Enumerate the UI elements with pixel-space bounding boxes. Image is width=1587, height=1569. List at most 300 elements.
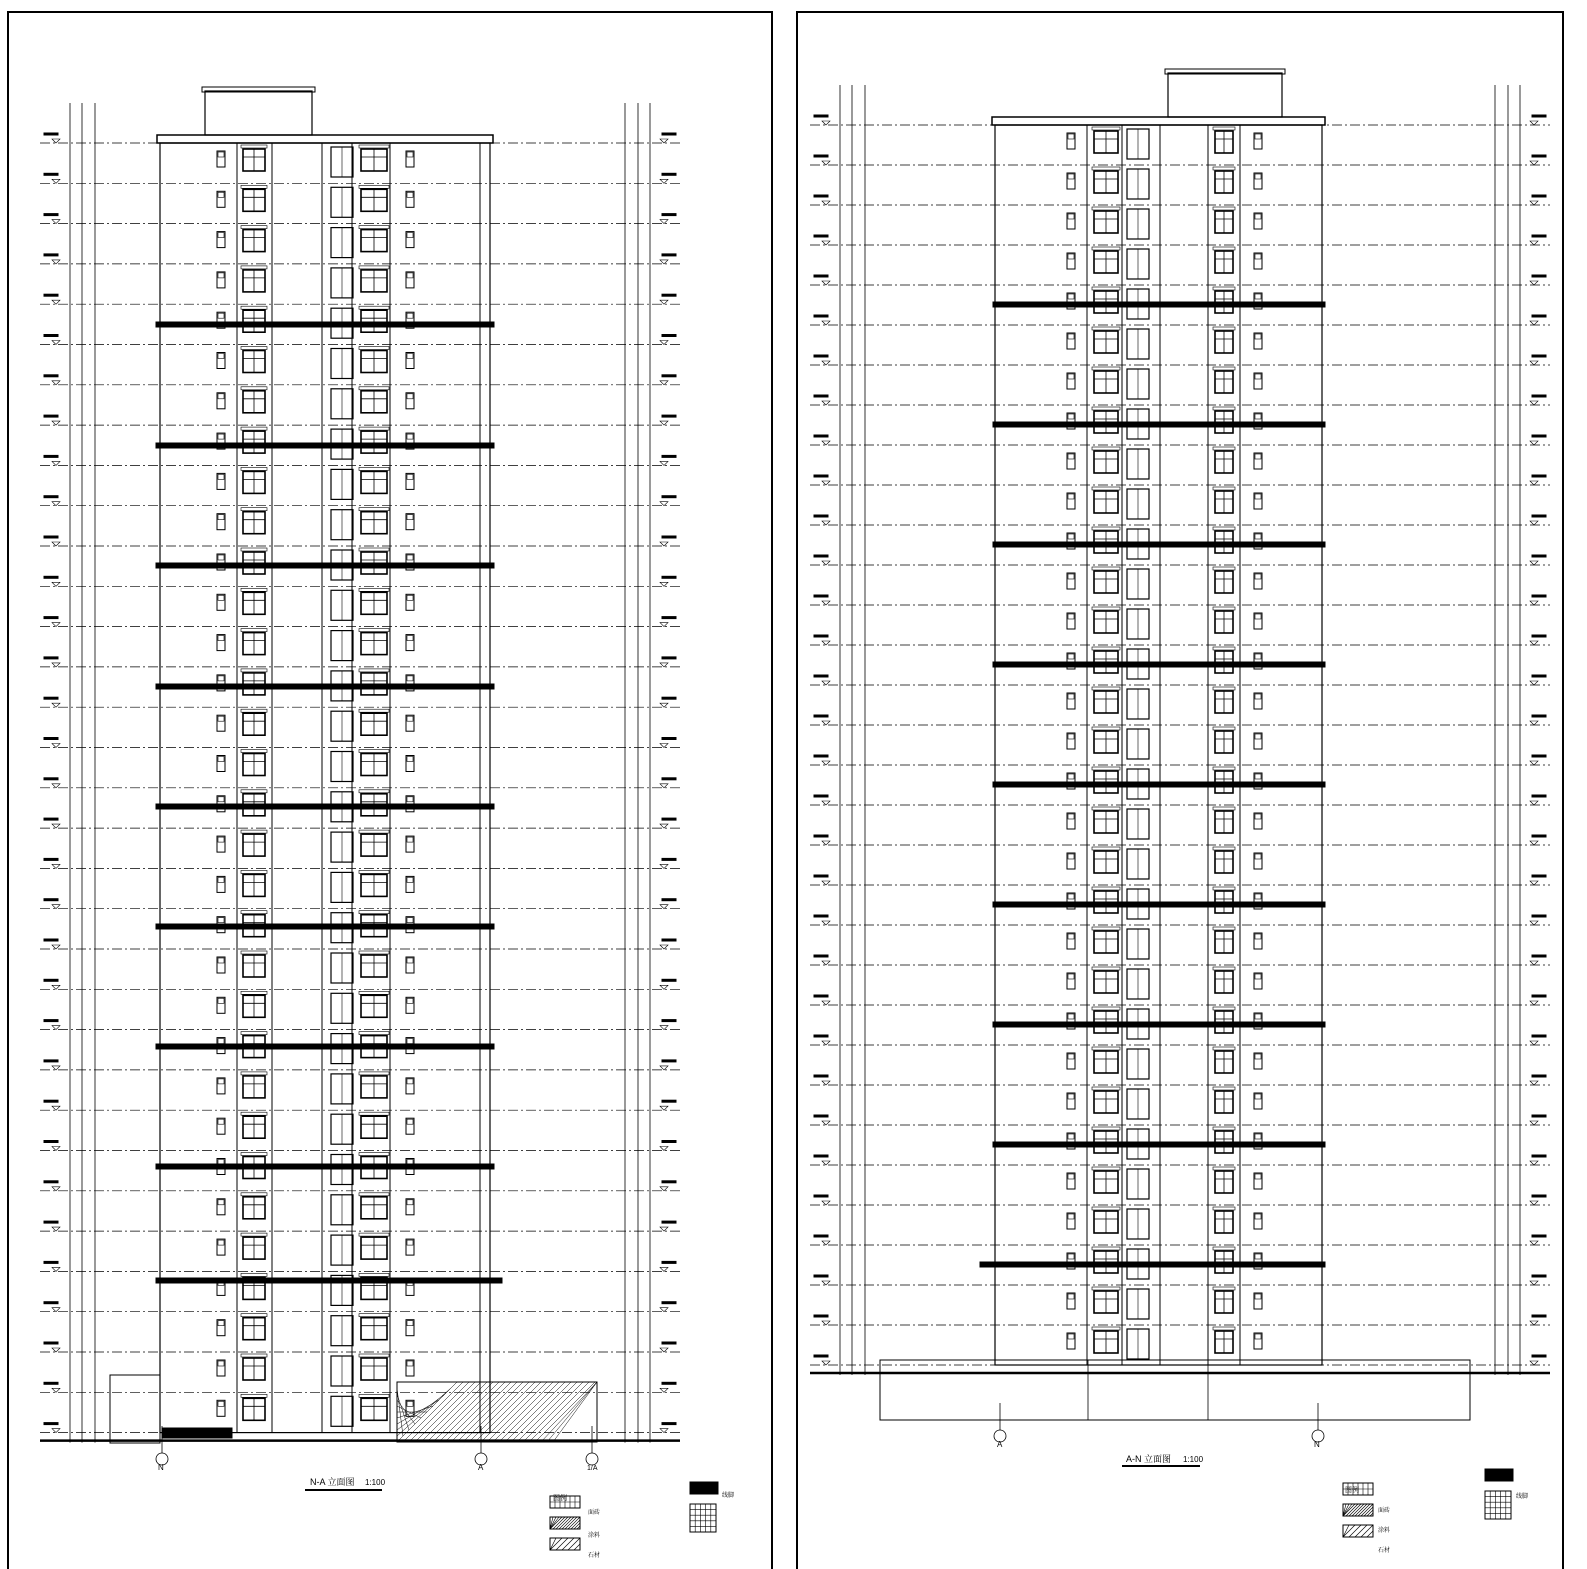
level-text-mark: [1532, 1155, 1546, 1157]
window-vent: [218, 354, 224, 359]
window-vent: [1068, 374, 1074, 379]
legend-hatch-line: [1343, 1525, 1355, 1537]
window-vent: [407, 1361, 413, 1366]
level-text-mark: [814, 1155, 828, 1157]
window-sill: [359, 1193, 389, 1196]
window-vent: [1255, 574, 1261, 579]
level-text-mark: [814, 635, 828, 637]
level-marker: [1530, 361, 1538, 365]
level-marker: [1530, 241, 1538, 245]
level-marker: [822, 1281, 830, 1285]
window-vent: [1068, 134, 1074, 139]
level-text-mark: [44, 1141, 58, 1143]
cornice-band: [156, 322, 494, 327]
level-marker: [660, 139, 668, 143]
window-sill: [359, 1233, 389, 1236]
level-marker: [1530, 1161, 1538, 1165]
level-text-mark: [662, 496, 676, 498]
cornice-band: [156, 1278, 502, 1283]
level-text-mark: [1532, 595, 1546, 597]
right-scale: 1:100: [1183, 1455, 1204, 1464]
level-text-mark: [814, 1075, 828, 1077]
window-sill: [359, 226, 389, 229]
right-axis-label-2: N: [1314, 1440, 1320, 1449]
level-text-mark: [1532, 915, 1546, 917]
window-sill: [359, 548, 389, 551]
level-text-mark: [814, 955, 828, 957]
window-sill: [1213, 687, 1235, 690]
window-sill: [1213, 567, 1235, 570]
level-text-mark: [44, 133, 58, 135]
window-vent: [1068, 174, 1074, 179]
window-sill: [1092, 887, 1120, 890]
level-marker: [822, 921, 830, 925]
level-text-mark: [662, 858, 676, 860]
level-text-mark: [814, 475, 828, 477]
level-marker: [52, 341, 60, 345]
window-vent: [1068, 334, 1074, 339]
window-vent: [218, 757, 224, 762]
legend-hatch-line: [1361, 1525, 1373, 1537]
level-marker: [822, 241, 830, 245]
window-vent: [1255, 1094, 1261, 1099]
window-sill: [241, 870, 267, 873]
window-vent: [1255, 1054, 1261, 1059]
window-vent: [1068, 214, 1074, 219]
legend-hatch-line: [1361, 1504, 1373, 1516]
window-vent: [1068, 1134, 1074, 1139]
left-axis-label-3: 1/A: [587, 1465, 598, 1472]
level-text-mark: [1532, 515, 1546, 517]
level-marker: [52, 461, 60, 465]
window-vent: [1068, 1174, 1074, 1179]
window-sill: [241, 709, 267, 712]
window-vent: [407, 354, 413, 359]
window-sill: [1092, 127, 1120, 130]
level-marker: [52, 381, 60, 385]
window-vent: [1255, 894, 1261, 899]
level-marker: [1530, 1361, 1538, 1365]
level-text-mark: [1532, 1315, 1546, 1317]
window-sill: [1092, 487, 1120, 490]
level-marker: [660, 985, 668, 989]
window-sill: [241, 145, 267, 148]
window-sill: [1213, 1327, 1235, 1330]
level-marker: [52, 1066, 60, 1070]
level-text-mark: [1532, 475, 1546, 477]
window-sill: [1092, 567, 1120, 570]
level-marker: [52, 421, 60, 425]
window-vent: [407, 313, 413, 318]
window-sill: [1213, 967, 1235, 970]
cornice-band: [993, 1022, 1325, 1027]
window-vent: [1068, 774, 1074, 779]
level-text-mark: [44, 1423, 58, 1425]
window-sill: [1092, 327, 1120, 330]
window-sill: [241, 991, 267, 994]
window-vent: [1255, 494, 1261, 499]
level-marker: [1530, 921, 1538, 925]
level-text-mark: [814, 675, 828, 677]
window-sill: [241, 790, 267, 793]
legend-hatch-line: [559, 1517, 571, 1529]
window-vent: [218, 1079, 224, 1084]
legend-hatch-line: [574, 1523, 580, 1529]
window-vent: [1255, 854, 1261, 859]
level-text-mark: [814, 515, 828, 517]
level-text-mark: [814, 555, 828, 557]
level-text-mark: [814, 755, 828, 757]
left-legend-heading: 图例: [553, 1495, 567, 1502]
elevation-left: [40, 87, 680, 1465]
level-text-mark: [44, 1382, 58, 1384]
window-vent: [407, 595, 413, 600]
window-sill: [1213, 807, 1235, 810]
roof-penthouse: [205, 91, 312, 135]
level-marker: [1530, 641, 1538, 645]
level-marker: [660, 542, 668, 546]
level-marker: [1530, 201, 1538, 205]
level-text-mark: [814, 835, 828, 837]
level-text-mark: [1532, 435, 1546, 437]
window-vent: [218, 273, 224, 278]
window-sill: [359, 669, 389, 672]
window-sill: [1213, 607, 1235, 610]
window-vent: [1068, 974, 1074, 979]
level-text-mark: [44, 617, 58, 619]
building-outline: [995, 125, 1322, 1365]
window-vent: [218, 1200, 224, 1205]
level-marker: [52, 1187, 60, 1191]
level-text-mark: [814, 155, 828, 157]
legend-hatch-line: [1367, 1510, 1373, 1516]
window-sill: [1213, 847, 1235, 850]
window-vent: [407, 474, 413, 479]
window-sill: [1213, 727, 1235, 730]
level-marker: [660, 1106, 668, 1110]
level-marker: [822, 881, 830, 885]
level-marker: [1530, 161, 1538, 165]
legend-detail-grid: [690, 1504, 716, 1532]
window-vent: [218, 998, 224, 1003]
level-marker: [52, 784, 60, 788]
window-sill: [359, 306, 389, 309]
window-sill: [1213, 447, 1235, 450]
level-text-mark: [814, 315, 828, 317]
level-marker: [660, 1026, 668, 1030]
legend-solid-swatch: [690, 1482, 718, 1494]
window-sill: [1213, 207, 1235, 210]
level-marker: [660, 703, 668, 707]
level-text-mark: [814, 1195, 828, 1197]
level-text-mark: [814, 915, 828, 917]
window-sill: [359, 951, 389, 954]
window-vent: [218, 716, 224, 721]
roof-parapet: [157, 135, 493, 143]
level-text-mark: [662, 536, 676, 538]
legend-hatch-line: [562, 1517, 574, 1529]
window-sill: [359, 1112, 389, 1115]
window-vent: [407, 716, 413, 721]
window-sill: [241, 347, 267, 350]
window-sill: [241, 1394, 267, 1397]
level-marker: [822, 1201, 830, 1205]
window-vent: [1068, 1014, 1074, 1019]
window-sill: [1092, 1167, 1120, 1170]
level-marker: [52, 1026, 60, 1030]
window-sill: [241, 185, 267, 188]
level-marker: [52, 1106, 60, 1110]
cornice-band: [156, 804, 494, 809]
level-marker: [1530, 1321, 1538, 1325]
window-vent: [1255, 654, 1261, 659]
window-sill: [1213, 407, 1235, 410]
level-marker: [660, 220, 668, 224]
level-marker: [52, 582, 60, 586]
level-marker: [1530, 441, 1538, 445]
window-sill: [1092, 847, 1120, 850]
window-sill: [359, 1314, 389, 1317]
level-text-mark: [662, 1302, 676, 1304]
level-marker: [822, 1001, 830, 1005]
window-sill: [359, 1354, 389, 1357]
cornice-band: [156, 684, 494, 689]
cornice-band: [993, 422, 1325, 427]
window-sill: [1092, 927, 1120, 930]
window-vent: [1068, 414, 1074, 419]
legend-hatch-line: [562, 1538, 574, 1550]
level-marker: [660, 341, 668, 345]
window-vent: [1068, 1214, 1074, 1219]
level-text-mark: [44, 1020, 58, 1022]
level-marker: [52, 864, 60, 868]
window-vent: [407, 394, 413, 399]
window-vent: [1255, 1294, 1261, 1299]
window-sill: [1213, 167, 1235, 170]
level-text-mark: [662, 335, 676, 337]
window-vent: [1255, 374, 1261, 379]
window-vent: [218, 192, 224, 197]
level-marker: [1530, 601, 1538, 605]
window-vent: [407, 1321, 413, 1326]
window-vent: [407, 515, 413, 520]
window-vent: [407, 233, 413, 238]
left-axis-label-1: N: [158, 1463, 164, 1472]
level-marker: [822, 321, 830, 325]
level-marker: [1530, 1001, 1538, 1005]
window-sill: [359, 629, 389, 632]
window-sill: [359, 830, 389, 833]
level-text-mark: [1532, 955, 1546, 957]
window-vent: [1255, 774, 1261, 779]
level-text-mark: [1532, 635, 1546, 637]
window-vent: [1068, 574, 1074, 579]
level-text-mark: [814, 715, 828, 717]
window-vent: [1068, 1094, 1074, 1099]
level-text-mark: [662, 1100, 676, 1102]
window-sill: [1213, 1247, 1235, 1250]
right-legend-heading: 图例: [1345, 1487, 1359, 1494]
window-vent: [407, 555, 413, 560]
level-marker: [822, 761, 830, 765]
window-sill: [359, 145, 389, 148]
window-vent: [1068, 1254, 1074, 1259]
window-vent: [218, 1401, 224, 1406]
level-text-mark: [1532, 995, 1546, 997]
level-marker: [52, 542, 60, 546]
legend-hatch-line: [1349, 1525, 1361, 1537]
window-vent: [218, 1321, 224, 1326]
window-vent: [218, 837, 224, 842]
cornice-band: [980, 1262, 1325, 1267]
level-text-mark: [44, 536, 58, 538]
window-sill: [1213, 287, 1235, 290]
cornice-band: [156, 924, 494, 929]
window-vent: [1255, 174, 1261, 179]
window-sill: [241, 951, 267, 954]
window-sill: [241, 427, 267, 430]
window-vent: [407, 273, 413, 278]
window-sill: [241, 387, 267, 390]
level-marker: [822, 1361, 830, 1365]
window-sill: [241, 548, 267, 551]
level-text-mark: [814, 235, 828, 237]
level-text-mark: [662, 818, 676, 820]
level-text-mark: [44, 294, 58, 296]
window-vent: [407, 757, 413, 762]
level-marker: [1530, 1241, 1538, 1245]
window-sill: [241, 830, 267, 833]
level-text-mark: [44, 818, 58, 820]
level-text-mark: [814, 195, 828, 197]
level-marker: [660, 1147, 668, 1151]
level-text-mark: [662, 979, 676, 981]
window-vent: [218, 313, 224, 318]
level-marker: [52, 905, 60, 909]
left-legend-solid-label: 线脚: [722, 1493, 735, 1499]
window-sill: [1213, 487, 1235, 490]
window-sill: [1092, 767, 1120, 770]
level-text-mark: [814, 1115, 828, 1117]
window-vent: [218, 555, 224, 560]
window-vent: [218, 1361, 224, 1366]
level-marker: [660, 461, 668, 465]
level-marker: [1530, 481, 1538, 485]
legend-hatch-line: [568, 1538, 580, 1550]
level-text-mark: [1532, 395, 1546, 397]
window-sill: [1213, 927, 1235, 930]
level-marker: [660, 1227, 668, 1231]
level-marker: [52, 139, 60, 143]
window-vent: [1255, 214, 1261, 219]
window-sill: [241, 467, 267, 470]
cornice-band: [156, 1164, 494, 1169]
level-text-mark: [814, 355, 828, 357]
podium-hatch: [541, 1382, 597, 1442]
level-marker: [660, 744, 668, 748]
right-legend-solid-label: 线脚: [1516, 1494, 1529, 1500]
window-vent: [1068, 734, 1074, 739]
level-marker: [660, 1187, 668, 1191]
window-sill: [359, 709, 389, 712]
window-vent: [218, 233, 224, 238]
level-text-mark: [1532, 1115, 1546, 1117]
level-text-mark: [814, 875, 828, 877]
level-text-mark: [662, 1221, 676, 1223]
window-sill: [1092, 727, 1120, 730]
level-marker: [1530, 521, 1538, 525]
level-marker: [660, 1348, 668, 1352]
level-marker: [660, 1066, 668, 1070]
level-text-mark: [814, 275, 828, 277]
window-vent: [407, 1119, 413, 1124]
level-marker: [52, 985, 60, 989]
window-sill: [1213, 527, 1235, 530]
level-marker: [822, 841, 830, 845]
level-marker: [1530, 321, 1538, 325]
window-sill: [359, 427, 389, 430]
window-sill: [1213, 1287, 1235, 1290]
window-sill: [359, 185, 389, 188]
window-sill: [241, 1153, 267, 1156]
level-marker: [660, 260, 668, 264]
level-text-mark: [1532, 355, 1546, 357]
level-text-mark: [814, 1315, 828, 1317]
window-sill: [241, 1112, 267, 1115]
level-marker: [1530, 881, 1538, 885]
level-marker: [822, 601, 830, 605]
window-sill: [241, 669, 267, 672]
window-sill: [1092, 1007, 1120, 1010]
level-marker: [822, 161, 830, 165]
level-text-mark: [44, 335, 58, 337]
level-text-mark: [44, 657, 58, 659]
window-sill: [1092, 167, 1120, 170]
legend-hatch-line: [1355, 1525, 1367, 1537]
window-sill: [359, 347, 389, 350]
window-vent: [407, 877, 413, 882]
level-marker: [52, 744, 60, 748]
level-text-mark: [814, 995, 828, 997]
level-marker: [660, 824, 668, 828]
level-marker: [822, 481, 830, 485]
window-sill: [1092, 647, 1120, 650]
level-text-mark: [1532, 1075, 1546, 1077]
level-text-mark: [44, 1261, 58, 1263]
level-text-mark: [44, 214, 58, 216]
window-sill: [241, 1193, 267, 1196]
level-marker: [52, 300, 60, 304]
window-vent: [1255, 734, 1261, 739]
window-sill: [1092, 367, 1120, 370]
window-sill: [1092, 807, 1120, 810]
cornice-band: [993, 782, 1325, 787]
level-text-mark: [44, 1342, 58, 1344]
level-text-mark: [1532, 835, 1546, 837]
axis-bubble: [586, 1453, 598, 1465]
level-text-mark: [44, 1221, 58, 1223]
level-text-mark: [44, 375, 58, 377]
window-sill: [1092, 1047, 1120, 1050]
level-marker: [822, 801, 830, 805]
legend-hatch-line: [1343, 1525, 1349, 1537]
window-vent: [407, 958, 413, 963]
level-marker: [822, 1161, 830, 1165]
level-text-mark: [1532, 115, 1546, 117]
level-text-mark: [662, 697, 676, 699]
level-marker: [52, 179, 60, 183]
level-text-mark: [662, 617, 676, 619]
